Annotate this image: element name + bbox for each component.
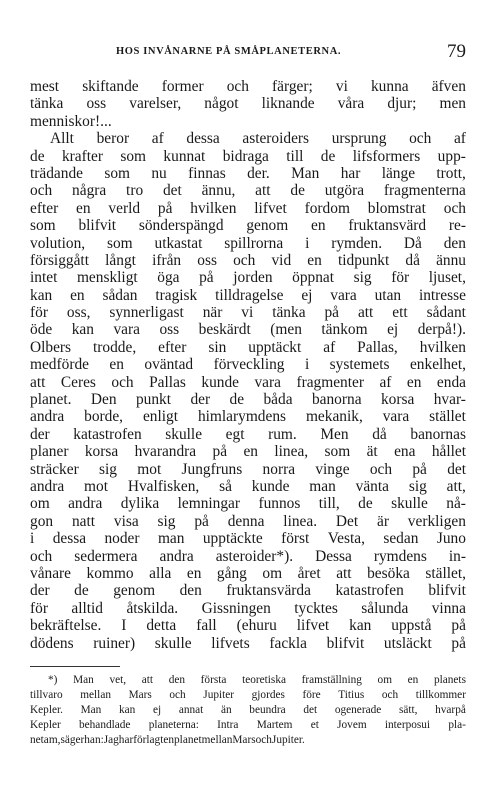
text-line: som blifvit sönderspängd genom en fruktansvärd re- [30, 217, 466, 235]
text-line: i dessa noder man upptäckte först Vesta, sedan Juno [30, 530, 466, 548]
running-title: HOS INVÅNARNE PÅ SMÅPLANETERNA. [116, 46, 342, 57]
text-line: trädande som nu finnas der. Man har länge trott, [30, 164, 466, 182]
text-line: planer korsa hvarandra på en linea, som ät ena hållet [30, 443, 466, 461]
text-line: andra mot Hvalfisken, så kunde man vänta sig att, [30, 477, 466, 495]
text-line: om andra dylika lemningar funnos till, de skulle nå- [30, 495, 466, 513]
text-line: dödens ruiner) skulle lifvets fackla blifvit utsläckt på [30, 634, 466, 652]
text-line: de krafter som kunnat bidraga till de lifsformers upp- [30, 147, 466, 165]
text-line: sträcker sig mot Jungfruns norra vinge och på det [30, 460, 466, 478]
footnote-line: netam, säger han: Jag har förlagt en planet mellan Mars och Jupiter. [30, 734, 305, 746]
text-line: Allt beror af dessa asteroiders ursprung och af [50, 130, 466, 148]
text-line: öde kan vara oss beskärdt (men tänkom ej derpå!). [30, 321, 466, 339]
text-line: mest skiftande former och färger; vi kunna äfven [30, 78, 466, 95]
text-line: planet. Den punkt der de båda banorna korsa hvar- [30, 391, 466, 409]
footnote [30, 673, 466, 748]
text-line: efter en verld på hvilken lifvet fordom blomstrat och [30, 199, 466, 217]
footnote-line: Kepler. Man kan ej annat än beundra det ogenerade sätt, hvarpå [30, 704, 466, 716]
text-line: tänka oss varelser, något liknande våra djur; men [30, 95, 466, 113]
text-line: intet menskligt öga på jorden öppnat sig för ljuset, [30, 269, 466, 287]
text-line: volution, som utkastat spillrorna i rymden. Då den [30, 234, 466, 252]
text-line: Olbers trodde, efter sin upptäckt af Pallas, hvilken [30, 338, 466, 356]
text-line: kan en sådan tragisk tilldragelse ej vara utan intresse [30, 286, 466, 304]
text-line: der de genom den fruktansvärda katastrofen blifvit [30, 582, 466, 600]
text-line: bekräftelse. I detta fall (ehuru lifvet kan uppstå på [30, 617, 466, 635]
text-line: att Ceres och Pallas kunde vara fragmenter af en enda [30, 373, 466, 391]
footnote-line: Kepler behandlade planeterna: Intra Martem et Jovem interposui pla- [30, 719, 466, 731]
text-line: gon natt visa sig på denna linea. Det är verkligen [30, 512, 466, 530]
text-line: för alltid åtskilda. Gissningen tycktes sålunda vinna [30, 599, 466, 617]
text-line: för oss, synnerligast när vi tänka på att ett sådant [30, 304, 466, 322]
body-text [30, 78, 466, 652]
text-line: menniskor! . . . [30, 112, 112, 130]
text-line: medförde en oväntad förveckling i systemets enkelhet, [30, 356, 466, 374]
text-line: der katastrofen skulle egt rum. Men då banornas [30, 425, 466, 443]
footnote-line: *) Man vet, att den första teoretiska framställning om en planets [48, 674, 466, 686]
text-line: vånare kommo alla en gång om året att besöka stället, [30, 564, 466, 582]
text-line: andra borde, enligt himlarymdens mekanik, vara stället [30, 408, 466, 426]
page-header [30, 41, 466, 66]
text-line: och några tro det ännu, att de utgöra fragmenterna [30, 182, 466, 200]
text-line: försiggått långt ifrån oss och vid en tidpunkt då ännu [30, 251, 466, 269]
text-line: och sedermera andra asteroider*). Dessa rymdens in- [30, 547, 466, 565]
footnote-divider [30, 666, 120, 667]
page-number: 79 [447, 41, 466, 62]
footnote-line: tillvaro mellan Mars och Jupiter gjordes före Titius och tillkommer [30, 689, 466, 701]
